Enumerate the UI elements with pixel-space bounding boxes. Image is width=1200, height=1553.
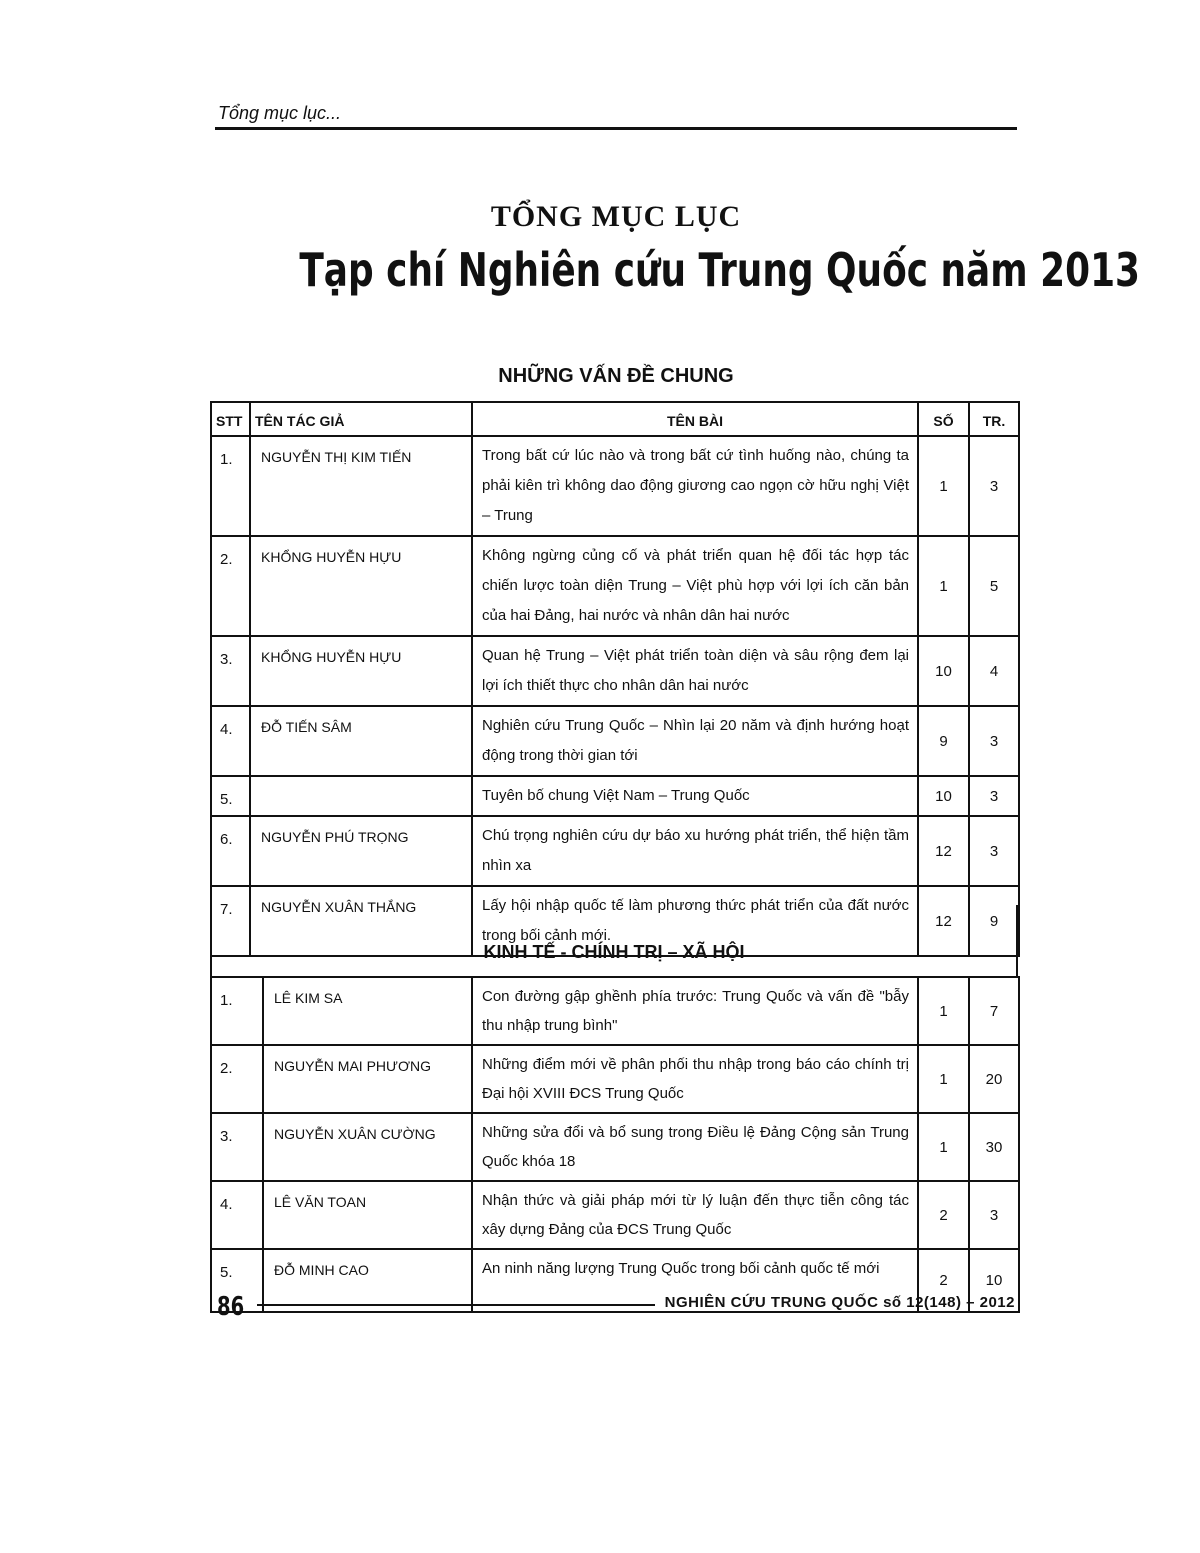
row-author bbox=[250, 776, 472, 816]
table-row bbox=[211, 1045, 1019, 1113]
column-header-issue: SỐ bbox=[918, 402, 969, 436]
table-row bbox=[211, 636, 1019, 706]
row-issue: 1 bbox=[918, 1045, 969, 1113]
row-issue: 12 bbox=[918, 816, 969, 886]
row-author: KHỔNG HUYỄN HỰU bbox=[250, 636, 472, 706]
toc-table-economy bbox=[210, 976, 1020, 1313]
row-number: 4. bbox=[211, 706, 250, 776]
row-title: An ninh năng lượng Trung Quốc trong bối cảnh quốc tế mới bbox=[472, 1249, 918, 1312]
row-issue: 1 bbox=[918, 1113, 969, 1181]
row-issue: 2 bbox=[918, 1249, 969, 1312]
row-author: NGUYỄN XUÂN THẮNG bbox=[250, 886, 472, 956]
row-author: KHỔNG HUYỄN HỰU bbox=[250, 536, 472, 636]
row-issue: 2 bbox=[918, 1181, 969, 1249]
running-head: Tổng mục lục... bbox=[218, 103, 342, 123]
table-row bbox=[211, 436, 1019, 536]
row-number: 2. bbox=[211, 536, 250, 636]
section-heading-economy: KINH TẾ - CHÍNH TRỊ – XÃ HỘI bbox=[483, 942, 745, 962]
row-page: 3 bbox=[969, 776, 1019, 816]
row-title: Quan hệ Trung – Việt phát triển toàn diện và sâu rộng đem lại lợi ích thiết thực cho nhân dân hai nước bbox=[472, 636, 918, 706]
row-title: Tuyên bố chung Việt Nam – Trung Quốc bbox=[472, 776, 918, 816]
table-row bbox=[211, 816, 1019, 886]
row-number: 1. bbox=[211, 436, 250, 536]
row-author: LÊ KIM SA bbox=[263, 977, 472, 1045]
table-header-row bbox=[211, 402, 1019, 436]
row-author: ĐỖ TIẾN SÂM bbox=[250, 706, 472, 776]
page-subtitle: Tạp chí Nghiên cứu Trung Quốc năm 2013 bbox=[299, 243, 1141, 297]
row-page: 3 bbox=[969, 1181, 1019, 1249]
row-issue: 12 bbox=[918, 886, 969, 956]
row-title: Những điểm mới về phân phối thu nhập trong báo cáo chính trị Đại hội XVIII ĐCS Trung Quốc bbox=[472, 1045, 918, 1113]
toc-table-general bbox=[210, 401, 1020, 957]
row-page: 30 bbox=[969, 1113, 1019, 1181]
row-number: 6. bbox=[211, 816, 250, 886]
column-header-page: TR. bbox=[969, 402, 1019, 436]
row-title: Chú trọng nghiên cứu dự báo xu hướng phát triển, thể hiện tầm nhìn xa bbox=[472, 816, 918, 886]
section-heading-box bbox=[210, 905, 1018, 977]
journal-footer: NGHIÊN CỨU TRUNG QUỐC số 12(148) – 2012 bbox=[664, 1294, 1015, 1311]
row-author: NGUYỄN XUÂN CƯỜNG bbox=[263, 1113, 472, 1181]
header-rule bbox=[215, 127, 1017, 130]
table-row bbox=[211, 1113, 1019, 1181]
row-page: 3 bbox=[969, 816, 1019, 886]
row-issue: 1 bbox=[918, 436, 969, 536]
row-issue: 10 bbox=[918, 636, 969, 706]
row-author: LÊ VĂN TOAN bbox=[263, 1181, 472, 1249]
row-author: NGUYỄN MAI PHƯƠNG bbox=[263, 1045, 472, 1113]
row-page: 3 bbox=[969, 706, 1019, 776]
row-author: NGUYỄN PHÚ TRỌNG bbox=[250, 816, 472, 886]
row-title: Không ngừng củng cố và phát triển quan hệ đối tác hợp tác chiến lược toàn diện Trung – Việt phù hợp với lợi ích căn bản của hai Đảng, hai nước và nhân dân hai nước bbox=[472, 536, 918, 636]
table-row bbox=[211, 776, 1019, 816]
footer-rule bbox=[257, 1304, 655, 1306]
table-row bbox=[211, 706, 1019, 776]
page-number: 86 bbox=[217, 1292, 245, 1322]
row-issue: 9 bbox=[918, 706, 969, 776]
row-number: 5. bbox=[211, 1249, 263, 1312]
column-header-author: TÊN TÁC GIẢ bbox=[250, 402, 472, 436]
toc-rows-economy bbox=[211, 977, 1019, 1312]
row-author: ĐỖ MINH CAO bbox=[263, 1249, 472, 1312]
section-heading-general: NHỮNG VẤN ĐỀ CHUNG bbox=[498, 365, 734, 387]
row-title: Trong bất cứ lúc nào và trong bất cứ tình huống nào, chúng ta phải kiên trì không dao động giương cao ngọn cờ hữu nghị Việt – Trung bbox=[472, 436, 918, 536]
row-page: 3 bbox=[969, 436, 1019, 536]
row-title: Nghiên cứu Trung Quốc – Nhìn lại 20 năm và định hướng hoạt động trong thời gian tới bbox=[472, 706, 918, 776]
row-number: 4. bbox=[211, 1181, 263, 1249]
row-number: 5. bbox=[211, 776, 250, 816]
row-number: 1. bbox=[211, 977, 263, 1045]
toc-rows-general bbox=[211, 436, 1019, 956]
row-title: Nhận thức và giải pháp mới từ lý luận đến thực tiễn công tác xây dựng Đảng của ĐCS Trung Quốc bbox=[472, 1181, 918, 1249]
table-row bbox=[211, 536, 1019, 636]
row-issue: 10 bbox=[918, 776, 969, 816]
column-header-title: TÊN BÀI bbox=[472, 402, 918, 436]
row-number: 2. bbox=[211, 1045, 263, 1113]
table-row bbox=[211, 1181, 1019, 1249]
row-title: Con đường gập ghềnh phía trước: Trung Quốc và vấn đề "bẫy thu nhập trung bình" bbox=[472, 977, 918, 1045]
row-page: 4 bbox=[969, 636, 1019, 706]
row-issue: 1 bbox=[918, 536, 969, 636]
column-header-stt: STT bbox=[211, 402, 250, 436]
row-author: NGUYỄN THỊ KIM TIẾN bbox=[250, 436, 472, 536]
row-page: 10 bbox=[969, 1249, 1019, 1312]
row-page: 5 bbox=[969, 536, 1019, 636]
row-number: 7. bbox=[211, 886, 250, 956]
row-number: 3. bbox=[211, 636, 250, 706]
row-issue: 1 bbox=[918, 977, 969, 1045]
page-title: TỔNG MỤC LỤC bbox=[490, 200, 742, 233]
row-title: Lấy hội nhập quốc tế làm phương thức phát triển của đất nước trong bối cảnh mới. bbox=[472, 886, 918, 956]
row-title: Những sửa đổi và bổ sung trong Điều lệ Đảng Cộng sản Trung Quốc khóa 18 bbox=[472, 1113, 918, 1181]
table-row bbox=[211, 977, 1019, 1045]
row-page: 7 bbox=[969, 977, 1019, 1045]
row-page: 20 bbox=[969, 1045, 1019, 1113]
row-page: 9 bbox=[969, 886, 1019, 956]
row-number: 3. bbox=[211, 1113, 263, 1181]
